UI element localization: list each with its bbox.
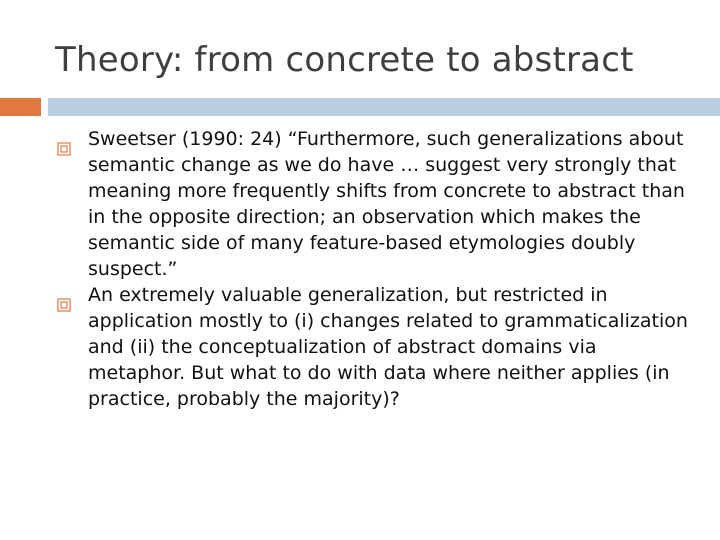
bullet-list <box>55 126 695 412</box>
title-accent-bar <box>0 98 41 116</box>
bullet-item <box>55 282 695 412</box>
title-divider-bar <box>48 98 720 116</box>
bullet-item <box>55 126 695 282</box>
square-bullet-icon <box>57 137 71 151</box>
bullet-text: An extremely valuable generalization, but restricted in application mostly to (i) changes related to grammaticalization and (ii) the conceptualization of abstract domains via metaphor. But what to do with data where neither applies (in practice, probably the majority)? <box>88 284 688 410</box>
square-bullet-icon <box>57 293 71 307</box>
slide-title: Theory: from concrete to abstract <box>55 40 634 80</box>
bullet-text: Sweetser (1990: 24) “Furthermore, such generalizations about semantic change as we do have … suggest very strongly that meaning more frequently shifts from concrete to abstract than in the opposite direction; an observation which makes the semantic side of many feature-based etymologies doubly suspect.” <box>88 128 685 280</box>
